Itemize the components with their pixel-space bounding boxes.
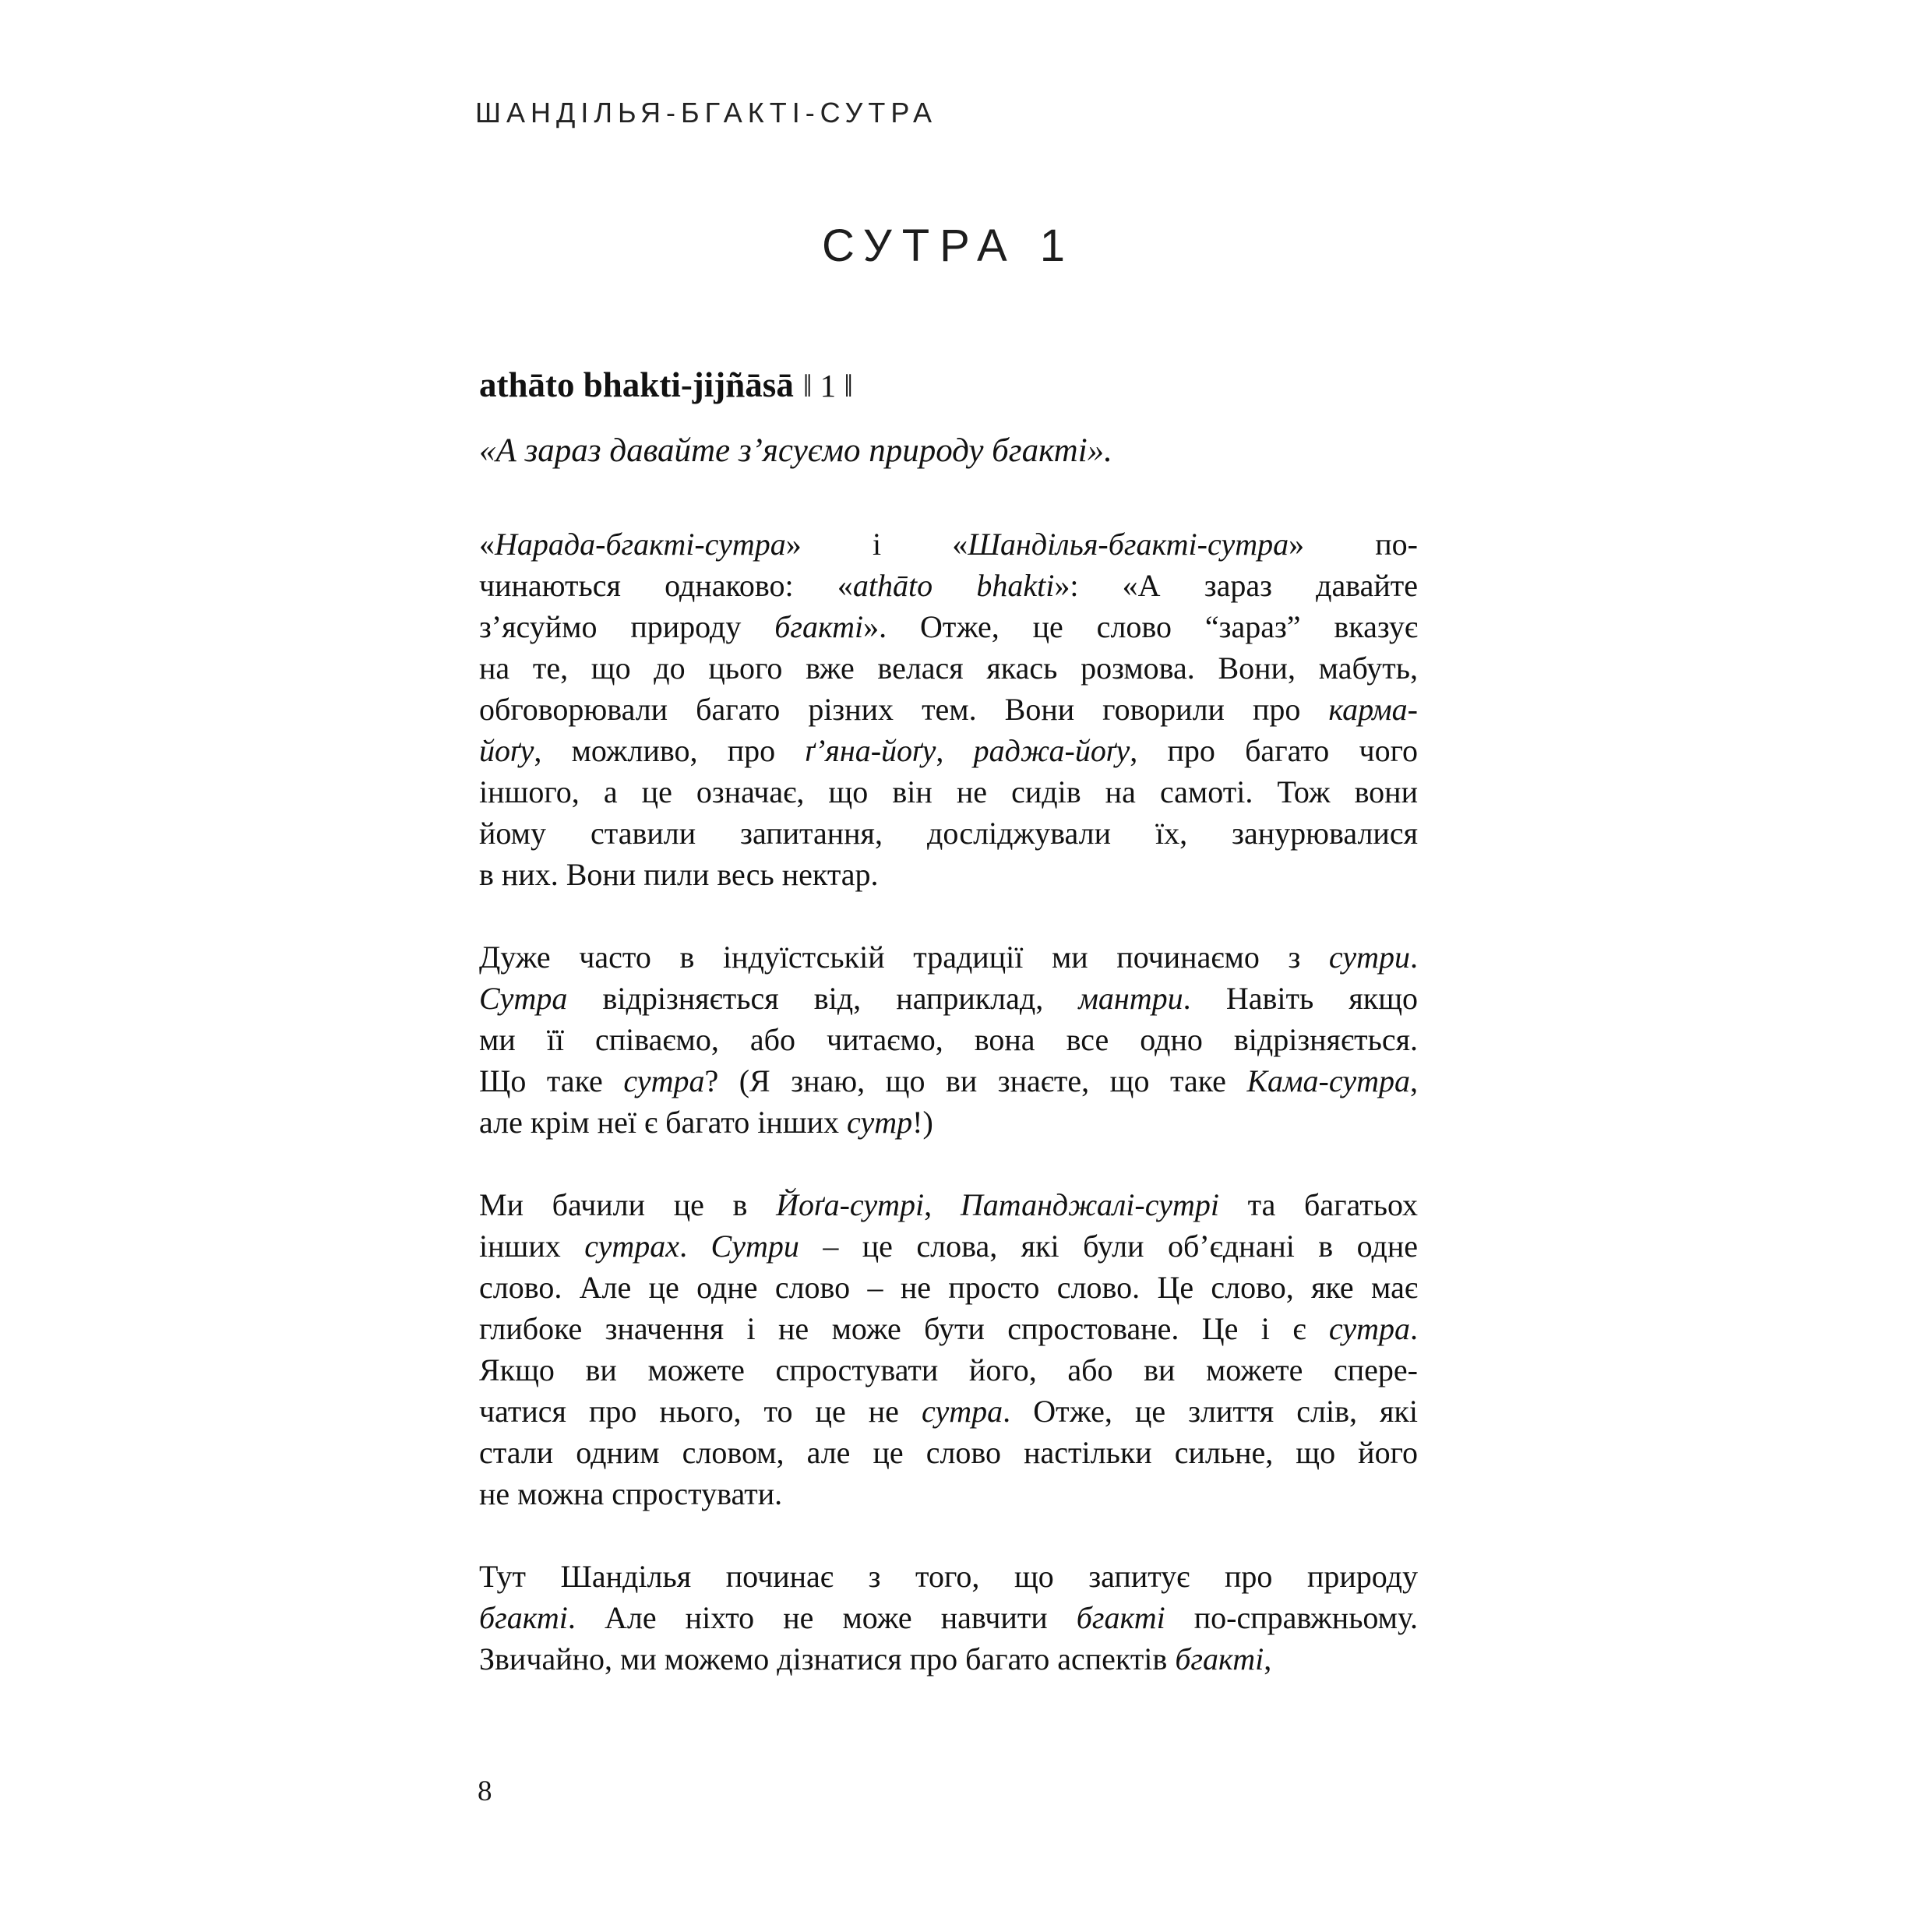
paragraph: [479, 1184, 1418, 1514]
paragraph: [479, 1556, 1418, 1680]
text-line: на те, що до цього вже велася якась розмова. Вони, мабуть,: [479, 650, 1418, 686]
text-line: Тут Шанділья починає з того, що запитує про природу: [479, 1559, 1418, 1594]
body-text: [479, 524, 1418, 1721]
text-line: чатися про нього, то це не сутра. Отже, це злиття слів, які: [479, 1394, 1418, 1429]
verse-marker: ‖ 1 ‖: [802, 368, 853, 404]
text-line: слово. Але це одне слово – не просто слово. Це слово, яке має: [479, 1270, 1418, 1305]
text-line: чинаються однаково: «athāto bhakti»: «А зараз давайте: [479, 568, 1418, 603]
text-line: Якщо ви можете спростувати його, або ви можете спере-: [479, 1352, 1418, 1387]
text-line: в них. Вони пили весь нектар.: [479, 857, 879, 892]
paragraph: [479, 524, 1418, 895]
text-line: йоґу, можливо, про ґ’яна-йоґу, раджа-йоґу, про багато чого: [479, 733, 1419, 768]
text-line: бгакті. Але ніхто не може навчити бгакті по-справжньому.: [479, 1600, 1418, 1635]
text-line: «Нарада-бгакті-сутра» і «Шанділья-бгакті-сутра» по-: [479, 527, 1418, 562]
text-line: йому ставили запитання, досліджували їх, занурювалися: [479, 816, 1418, 851]
text-line: Дуже часто в індуїстській традиції ми починаємо з сутри.: [479, 940, 1418, 975]
text-line: з’ясуймо природу бгакті». Отже, це слово “зараз” вказує: [479, 609, 1418, 644]
text-line: глибоке значення і не може бути спростоване. Це і є сутра.: [479, 1311, 1418, 1346]
paragraph: [479, 936, 1418, 1143]
running-head: ШАНДІЛЬЯ-БГАКТІ-СУТРА: [475, 97, 937, 129]
text-line: не можна спростувати.: [479, 1476, 783, 1511]
page-number: 8: [478, 1775, 492, 1807]
text-line: ми її співаємо, або читаємо, вона все одно відрізняється.: [479, 1022, 1418, 1057]
sutra-translation: «А зараз давайте з’ясуємо природу бгакті».: [479, 432, 1112, 469]
text-line: Сутра відрізняється від, наприклад, мантри. Навіть якщо: [479, 981, 1418, 1016]
sutra-sanskrit-line: [479, 365, 853, 405]
text-line: Звичайно, ми можемо дізнатися про багато аспектів бгакті,: [479, 1641, 1272, 1676]
text-line: але крім неї є багато інших сутр!): [479, 1105, 933, 1140]
text-line: Ми бачили це в Йоґа-сутрі, Патанджалі-сутрі та багатьох: [479, 1187, 1418, 1222]
text-line: обговорювали багато різних тем. Вони говорили про карма-: [479, 692, 1418, 727]
text-line: іншого, а це означає, що він не сидів на самоті. Тож вони: [479, 774, 1418, 809]
text-line: стали одним словом, але це слово настільки сильне, що його: [479, 1435, 1418, 1470]
sutra-sanskrit: athāto bhakti-jijñāsā: [479, 365, 794, 404]
chapter-title: СУТРА 1: [821, 220, 1076, 271]
text-line: інших сутрах. Сутри – це слова, які були об’єднані в одне: [479, 1229, 1418, 1264]
text-line: Що таке сутра? (Я знаю, що ви знаєте, що таке Кама-сутра,: [479, 1063, 1418, 1098]
